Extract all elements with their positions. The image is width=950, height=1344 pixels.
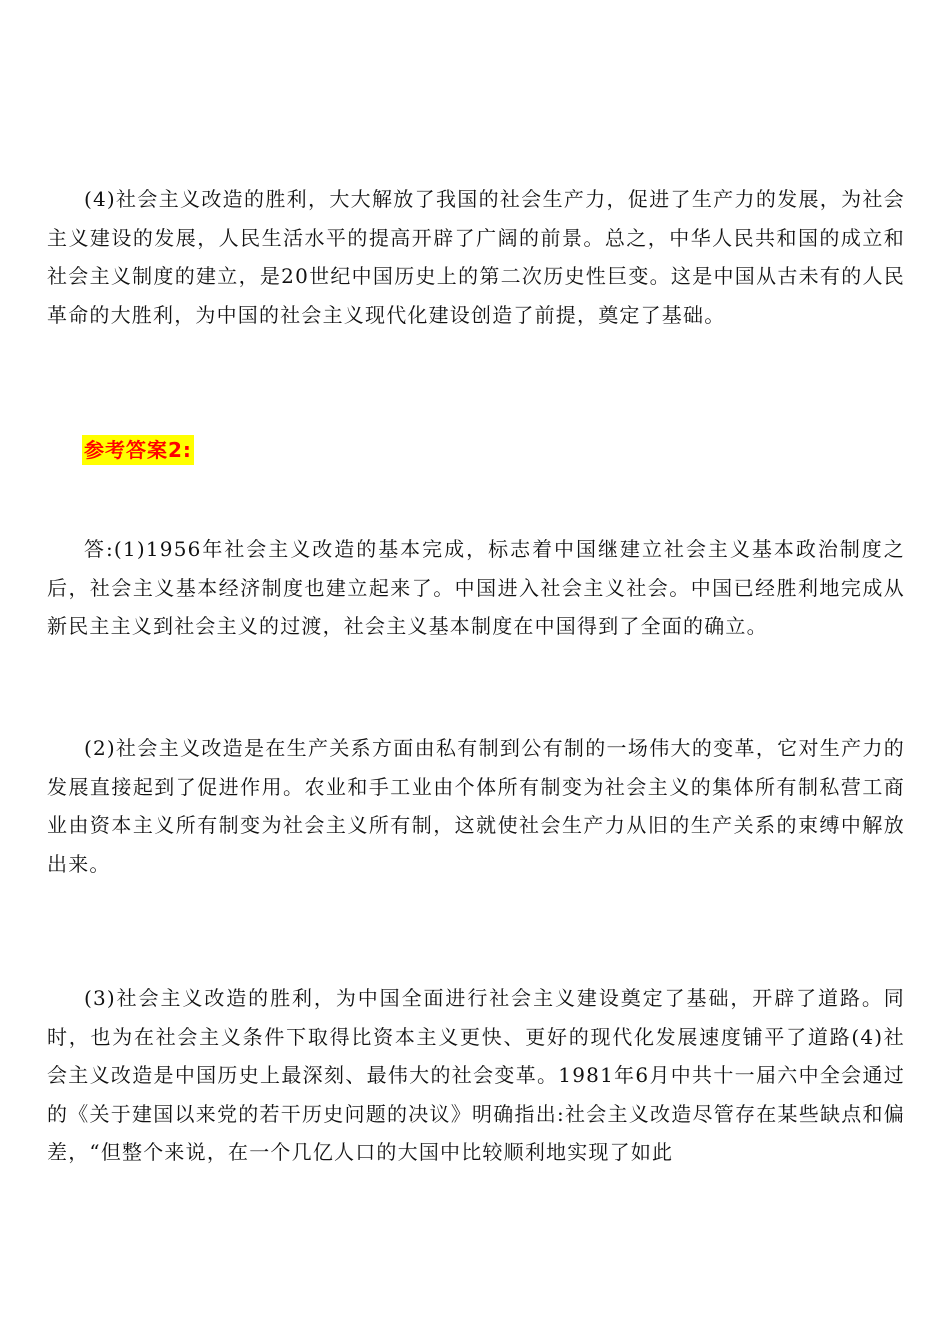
paragraph-answer-point-3-4: (3)社会主义改造的胜利，为中国全面进行社会主义建设奠定了基础，开辟了道路。同时，也为在社会主义条件下取得比资本主义更快、更好的现代化发展速度铺平了道路(4)社会主义改造是中国历史上最深刻、最伟大的社会变革。1981年6月中共十一届六中全会通过的《关于建国以来党的若干历史问题的决议》明确指出:社会主义改造尽管存在某些缺点和偏差，“但整个来说，在一个几亿人口的大国中比较顺利地实现了如此 xyxy=(47,986,905,1164)
paragraph-socialist-transformation-significance: (4)社会主义改造的胜利，大大解放了我国的社会生产力，促进了生产力的发展，为社会主义建设的发展，人民生活水平的提高开辟了广阔的前景。总之，中华人民共和国的成立和社会主义制度的建立，是20世纪中国历史上的第二次历史性巨变。这是中国从古未有的人民革命的大胜利，为中国的社会主义现代化建设创造了前提，奠定了基础。 xyxy=(47,187,905,327)
paragraph-answer-point-2: (2)社会主义改造是在生产关系方面由私有制到公有制的一场伟大的变革，它对生产力的发展直接起到了促进作用。农业和手工业由个体所有制变为社会主义的集体所有制私营工商业由资本主义所有制变为社会主义所有制，这就使社会生产力从旧的生产关系的束缚中解放出来。 xyxy=(47,736,905,876)
reference-answer-heading: 参考答案2: xyxy=(82,435,194,465)
answer-heading-wrapper xyxy=(82,435,194,467)
paragraph-answer-point-1: 答:(1)1956年社会主义改造的基本完成，标志着中国继建立社会主义基本政治制度之后，社会主义基本经济制度也建立起来了。中国进入社会主义社会。中国已经胜利地完成从新民主主义到社会主义的过渡，社会主义基本制度在中国得到了全面的确立。 xyxy=(47,537,905,638)
